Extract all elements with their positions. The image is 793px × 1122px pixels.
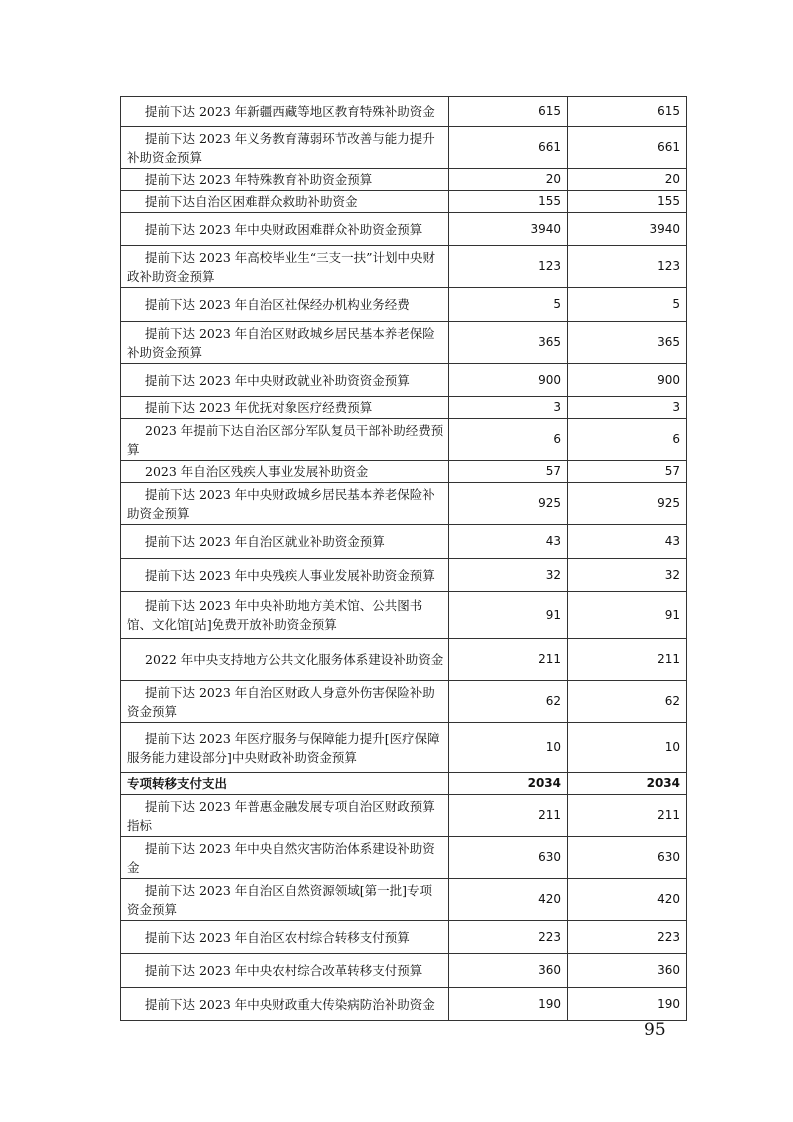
- budget-value-cell: 57: [449, 461, 568, 483]
- item-name-cell: 提前下达 2023 年医疗服务与保障能力提升[医疗保障服务能力建设部分]中央财政补助资金预算: [121, 723, 449, 773]
- budget-value-cell: 420: [449, 879, 568, 921]
- item-name-cell: 提前下达 2023 年中央财政重大传染病防治补助资金: [121, 988, 449, 1021]
- execution-value-cell: 43: [568, 525, 687, 559]
- table-row: [121, 213, 687, 246]
- item-name-cell: 提前下达 2023 年自治区社保经办机构业务经费: [121, 288, 449, 322]
- table-row: [121, 364, 687, 397]
- table-row: [121, 461, 687, 483]
- budget-value-cell: 3: [449, 397, 568, 419]
- table-row: [121, 322, 687, 364]
- budget-table: [120, 96, 687, 1021]
- budget-value-cell: 43: [449, 525, 568, 559]
- budget-value-cell: 5: [449, 288, 568, 322]
- table-row: [121, 723, 687, 773]
- item-name-cell: 提前下达 2023 年中央农村综合改革转移支付预算: [121, 954, 449, 988]
- budget-value-cell: 6: [449, 419, 568, 461]
- execution-value-cell: 420: [568, 879, 687, 921]
- execution-value-cell: 91: [568, 592, 687, 639]
- table-row: [121, 988, 687, 1021]
- budget-value-cell: 20: [449, 169, 568, 191]
- item-name-cell: 提前下达 2023 年优抚对象医疗经费预算: [121, 397, 449, 419]
- execution-value-cell: 661: [568, 127, 687, 169]
- execution-value-cell: 223: [568, 921, 687, 954]
- budget-value-cell: 211: [449, 639, 568, 681]
- item-name-cell: 提前下达 2023 年中央财政就业补助资资金预算: [121, 364, 449, 397]
- budget-value-cell: 661: [449, 127, 568, 169]
- budget-value-cell: 630: [449, 837, 568, 879]
- budget-value-cell: 2034: [449, 773, 568, 795]
- item-name-cell: 提前下达 2023 年中央补助地方美术馆、公共图书馆、文化馆[站]免费开放补助资金预算: [121, 592, 449, 639]
- item-name-cell: 提前下达 2023 年义务教育薄弱环节改善与能力提升补助资金预算: [121, 127, 449, 169]
- execution-value-cell: 190: [568, 988, 687, 1021]
- budget-value-cell: 123: [449, 246, 568, 288]
- item-name-cell: 提前下达自治区困难群众救助补助资金: [121, 191, 449, 213]
- execution-value-cell: 20: [568, 169, 687, 191]
- execution-value-cell: 615: [568, 97, 687, 127]
- table-row: [121, 525, 687, 559]
- item-name-cell: 提前下达 2023 年新疆西藏等地区教育特殊补助资金: [121, 97, 449, 127]
- item-name-cell: 2022 年中央支持地方公共文化服务体系建设补助资金: [121, 639, 449, 681]
- table-row: [121, 127, 687, 169]
- table-row: [121, 246, 687, 288]
- budget-value-cell: 211: [449, 795, 568, 837]
- table-row: [121, 954, 687, 988]
- execution-value-cell: 57: [568, 461, 687, 483]
- budget-value-cell: 155: [449, 191, 568, 213]
- table-row-section-total: [121, 773, 687, 795]
- table-row: [121, 191, 687, 213]
- item-name-cell: 提前下达 2023 年中央残疾人事业发展补助资金预算: [121, 559, 449, 592]
- execution-value-cell: 211: [568, 795, 687, 837]
- execution-value-cell: 630: [568, 837, 687, 879]
- budget-value-cell: 365: [449, 322, 568, 364]
- table-row: [121, 837, 687, 879]
- table-row: [121, 879, 687, 921]
- table-row: [121, 559, 687, 592]
- execution-value-cell: 123: [568, 246, 687, 288]
- budget-value-cell: 62: [449, 681, 568, 723]
- execution-value-cell: 925: [568, 483, 687, 525]
- table-body: [121, 97, 687, 1021]
- table-row: [121, 795, 687, 837]
- table-row: [121, 592, 687, 639]
- table-row: [121, 97, 687, 127]
- budget-value-cell: 10: [449, 723, 568, 773]
- execution-value-cell: 900: [568, 364, 687, 397]
- budget-value-cell: 3940: [449, 213, 568, 246]
- item-name-cell: 提前下达 2023 年中央财政困难群众补助资金预算: [121, 213, 449, 246]
- execution-value-cell: 3: [568, 397, 687, 419]
- table-row: [121, 639, 687, 681]
- execution-value-cell: 62: [568, 681, 687, 723]
- page-number: 95: [644, 1020, 666, 1040]
- budget-value-cell: 223: [449, 921, 568, 954]
- execution-value-cell: 2034: [568, 773, 687, 795]
- execution-value-cell: 365: [568, 322, 687, 364]
- item-name-cell: 提前下达 2023 年自治区财政城乡居民基本养老保险补助资金预算: [121, 322, 449, 364]
- item-name-cell: 提前下达 2023 年中央财政城乡居民基本养老保险补助资金预算: [121, 483, 449, 525]
- budget-value-cell: 925: [449, 483, 568, 525]
- table-row: [121, 419, 687, 461]
- budget-value-cell: 615: [449, 97, 568, 127]
- table-row: [121, 681, 687, 723]
- table-row: [121, 169, 687, 191]
- table-row: [121, 397, 687, 419]
- table-row: [121, 921, 687, 954]
- item-name-cell: 提前下达 2023 年普惠金融发展专项自治区财政预算指标: [121, 795, 449, 837]
- budget-value-cell: 360: [449, 954, 568, 988]
- budget-value-cell: 190: [449, 988, 568, 1021]
- item-name-cell: 2023 年自治区残疾人事业发展补助资金: [121, 461, 449, 483]
- item-name-cell: 提前下达 2023 年自治区就业补助资金预算: [121, 525, 449, 559]
- execution-value-cell: 3940: [568, 213, 687, 246]
- execution-value-cell: 6: [568, 419, 687, 461]
- execution-value-cell: 10: [568, 723, 687, 773]
- item-name-cell: 提前下达 2023 年高校毕业生“三支一扶”计划中央财政补助资金预算: [121, 246, 449, 288]
- execution-value-cell: 360: [568, 954, 687, 988]
- item-name-cell: 提前下达 2023 年自治区财政人身意外伤害保险补助资金预算: [121, 681, 449, 723]
- execution-value-cell: 5: [568, 288, 687, 322]
- item-name-cell: 提前下达 2023 年自治区农村综合转移支付预算: [121, 921, 449, 954]
- item-name-cell: 提前下达 2023 年特殊教育补助资金预算: [121, 169, 449, 191]
- budget-value-cell: 32: [449, 559, 568, 592]
- budget-value-cell: 91: [449, 592, 568, 639]
- table-row: [121, 483, 687, 525]
- execution-value-cell: 211: [568, 639, 687, 681]
- item-name-cell: 专项转移支付支出: [121, 773, 449, 795]
- table-row: [121, 288, 687, 322]
- execution-value-cell: 32: [568, 559, 687, 592]
- execution-value-cell: 155: [568, 191, 687, 213]
- budget-value-cell: 900: [449, 364, 568, 397]
- item-name-cell: 2023 年提前下达自治区部分军队复员干部补助经费预算: [121, 419, 449, 461]
- item-name-cell: 提前下达 2023 年自治区自然资源领域[第一批]专项资金预算: [121, 879, 449, 921]
- item-name-cell: 提前下达 2023 年中央自然灾害防治体系建设补助资金: [121, 837, 449, 879]
